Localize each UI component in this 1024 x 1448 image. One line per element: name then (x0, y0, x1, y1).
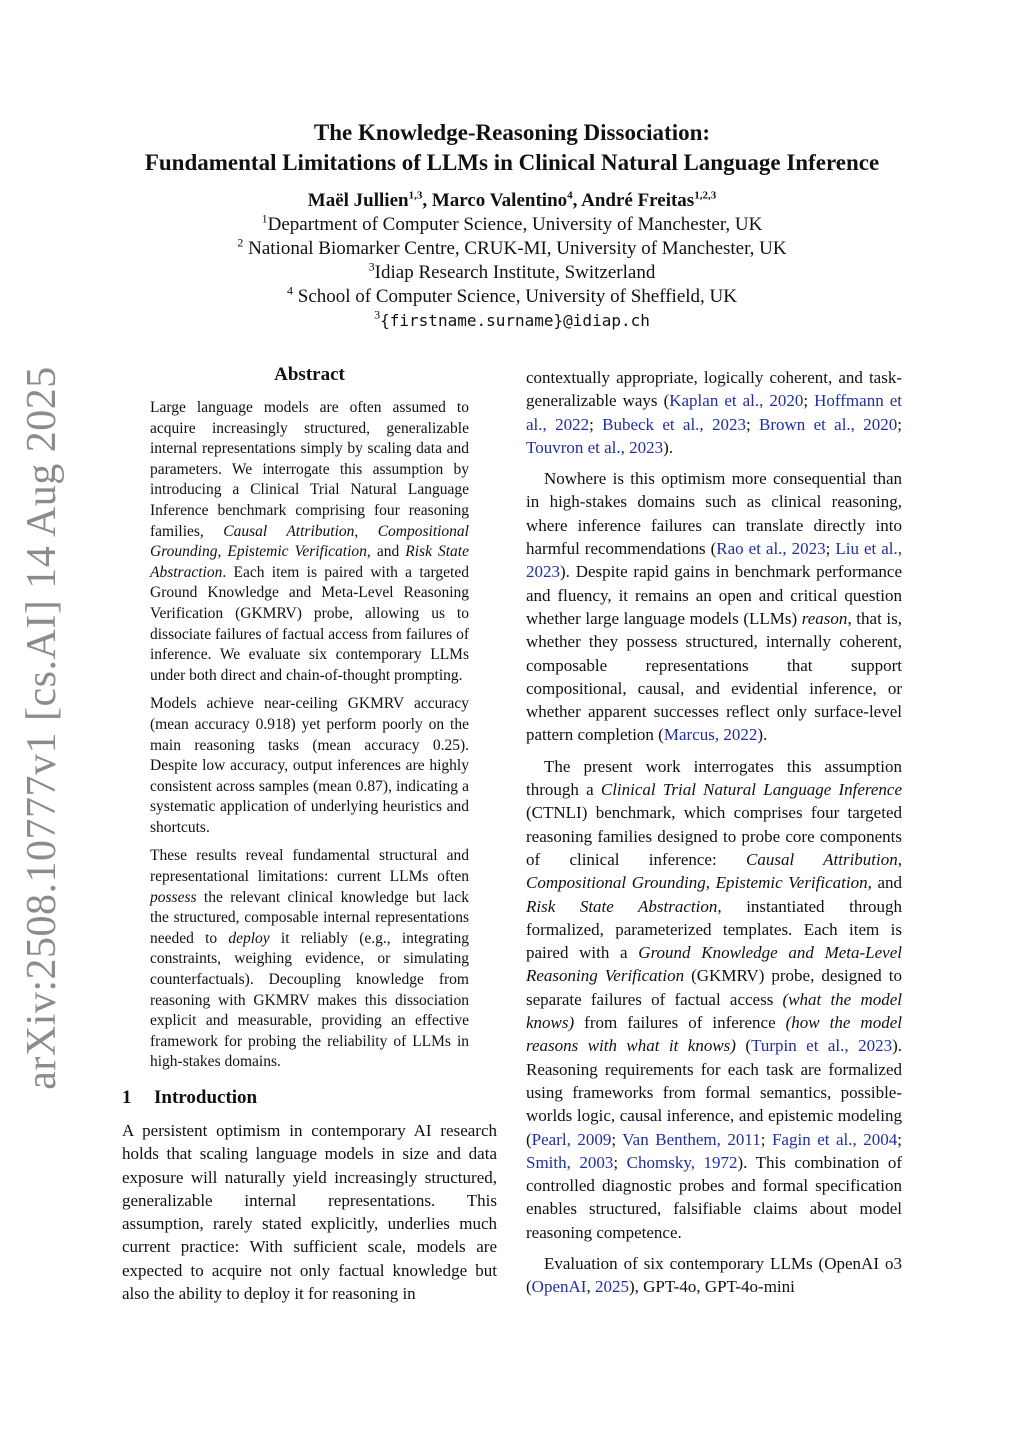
author-affil-mark: 1,2,3 (694, 189, 717, 202)
citation-link[interactable]: Brown et al., 2020 (759, 414, 898, 434)
abstract-paragraph: Models achieve near-ceiling GKMRV accuracy (mean accuracy 0.918) yet perform poorly on the main reasoning tasks (mean accuracy 0.25). Despite low accuracy, output inferences are highly consistent across samples (mean 0.87), indicating a systematic application of underlying heuristics and shortcuts. (150, 695, 469, 836)
citation-link[interactable]: Smith, 2003 (526, 1152, 614, 1172)
body-paragraph: A persistent optimism in contemporary AI research holds that scaling language models in size and data exposure will naturally yield increasingly structured, generalizable internal representations. This assumption, rarely stated explicitly, underlies much current practice: With sufficient scale, models are expected to acquire not only factual knowledge but also the ability to deploy it for reasoning in (122, 1121, 497, 1304)
author-list: Maël Jullien$^{1,3}$, Marco Valentino$^4$, André Freitas$^{1,2,3}$ (307, 189, 717, 211)
abstract-heading: Abstract (274, 364, 345, 385)
body-paragraph: The present work interrogates this assumption through a Clinical Trial Natural Language Inference (CTNLI) benchmark, which comprises four targeted reasoning families designed to probe core components of clinical inference: Causal Attribution, Compositional Grounding, Epistemic Verification, and Risk State Abstraction, instantiated through formalized, parameterized templates. Each item is paired with a Ground Knowledge and Meta-Level Reasoning Verification (GKMRV) probe, designed to separate failures of factual access (what the model knows) from failures of inference (how the model reasons with what it knows) (Turpin et al., 2023). Reasoning requirements for each task are formalized using frameworks from formal semantics, possible-worlds logic, causal inference, and epistemic modeling (Pearl, 2009; Van Benthem, 2011; Fagin et al., 2004; Smith, 2003; Chomsky, 1972). This combination of controlled diagnostic probes and formal specification enables structured, falsifiable claims about model reasoning competence. (526, 756, 903, 1242)
section-heading-introduction: 1 Introduction (122, 1087, 258, 1108)
affiliation: $^2$ National Biomarker Centre, CRUK-MI, University of Manchester, UK (237, 235, 787, 259)
author-affil-mark: 1,3 (408, 189, 423, 202)
body-paragraph: Nowhere is this optimism more consequential than in high-stakes domains such as clinical reasoning, where inference failures can translate directly into harmful recommendations (Rao et al., 2023; Liu et al., 2023). Despite rapid gains in benchmark performance and fluency, it remains an open and critical question whether large language models (LLMs) reason, that is, whether they possess structured, internally coherent, composable representations that support compositional, causal, and evidential inference, or whether apparent successes reflect only surface-level pattern completion (Marcus, 2022). (526, 469, 902, 745)
citation-link[interactable]: Turpin et al., 2023 (751, 1036, 893, 1056)
arxiv-identifier: arXiv:2508.10777v1 [cs.AI] 14 Aug 2025 (19, 366, 65, 1090)
citation-link[interactable]: Rao et al., 2023 (716, 539, 826, 559)
affiliation: $^1$Department of Computer Science, University of Manchester, UK (261, 211, 763, 235)
citation-link[interactable]: Fagin et al., 2004 (771, 1129, 898, 1149)
author-name: Marco Valentino (431, 190, 568, 211)
right-column (526, 366, 902, 1307)
arxiv-watermark (12, 366, 72, 1090)
citation-link[interactable]: 2025 (594, 1277, 629, 1297)
body-paragraph: contextually appropriate, logically coherent, and task-generalizable ways (Kaplan et al., 2020; Hoffmann et al., 2022; Bubeck et al., 2023; Brown et al., 2020; Touvron et al., 2023). (526, 368, 902, 457)
abstract-paragraph: Large language models are often assumed to acquire increasingly structured, generalizable internal representations simply by scaling data and parameters. We interrogate this assumption by introducing a Clinical Trial Natural Language Inference benchmark comprising four reasoning families, Causal Attribution, Compositional Grounding, Epistemic Verification, and Risk State Abstraction. Each item is paired with a targeted Ground Knowledge and Meta-Level Reasoning Verification (GKMRV) probe, allowing us to dissociate failures of factual access from failures of inference. We evaluate six contemporary LLMs under both direct and chain-of-thought prompting. (150, 399, 469, 684)
title-line-1: The Knowledge-Reasoning Dissociation: (313, 120, 711, 145)
paper-header (100, 118, 924, 333)
body-paragraph: Evaluation of six contemporary LLMs (OpenAI o3 (OpenAI, 2025), GPT-4o, GPT-4o-mini (526, 1253, 902, 1297)
contact-email: $^3${firstname.surname}@idiap.ch (374, 307, 650, 330)
citation-link[interactable]: Hoffmann et al., 2022 (526, 391, 902, 434)
citation-link[interactable]: Touvron et al., 2023 (526, 437, 664, 457)
citation-link[interactable]: Liu et al., 2023 (526, 539, 902, 582)
citation-link[interactable]: Pearl, 2009 (531, 1129, 612, 1149)
abstract-body (122, 398, 497, 1073)
citation-link[interactable]: Bubeck et al., 2023 (602, 414, 746, 434)
citation-link[interactable]: OpenAI (531, 1277, 587, 1297)
author-affil-mark: 4 (567, 189, 573, 202)
citation-link[interactable]: Marcus, 2022 (663, 725, 758, 745)
abstract-paragraph: These results reveal fundamental structural and representational limitations: current LLMs often possess the relevant clinical knowledge but lack the structured, composable internal representations needed to deploy it reliably (e.g., integrating constraints, weighing evidence, or simulating counterfactuals). Decoupling knowledge from reasoning with GKMRV makes this dissociation explicit and measurable, providing an effective framework for probing the reliability of LLMs in high-stakes domains. (150, 847, 470, 1071)
citation-link[interactable]: Kaplan et al., 2020 (669, 391, 804, 411)
citation-link[interactable]: Chomsky, 1972 (626, 1152, 738, 1172)
author-name: André Freitas (581, 190, 695, 211)
author-name: Maël Jullien (307, 190, 409, 211)
affiliation: $^3$Idiap Research Institute, Switzerland (368, 259, 656, 283)
title-line-2: Fundamental Limitations of LLMs in Clinical Natural Language Inference (144, 150, 880, 175)
citation-link[interactable]: Van Benthem, 2011 (622, 1129, 761, 1149)
affiliation-list (100, 213, 924, 333)
left-column (122, 364, 497, 1313)
paper-title (100, 118, 924, 178)
affiliation: $^4$ School of Computer Science, University of Sheffield, UK (287, 283, 737, 307)
